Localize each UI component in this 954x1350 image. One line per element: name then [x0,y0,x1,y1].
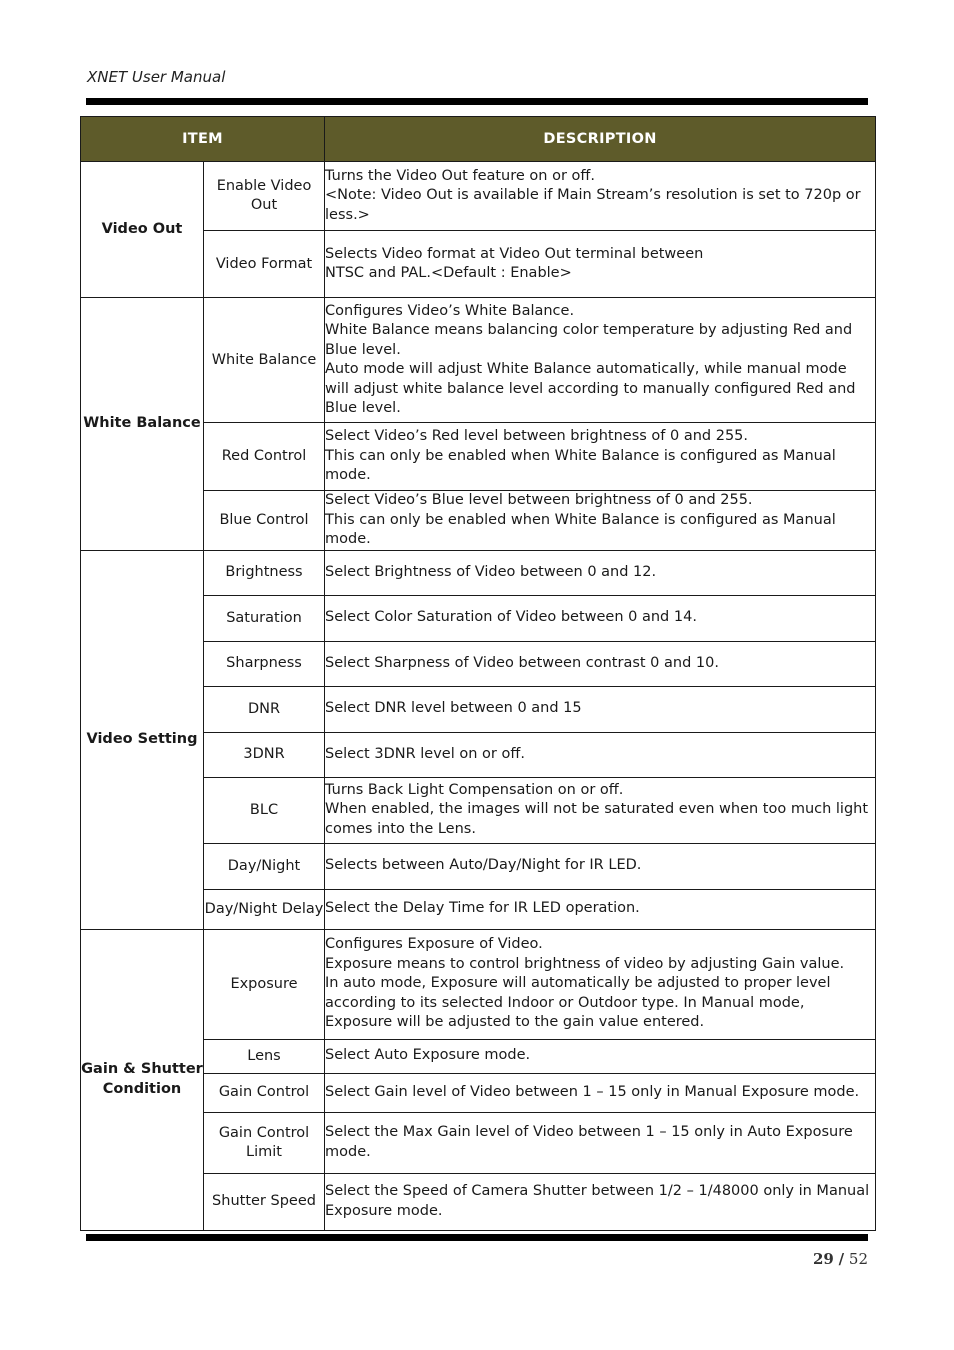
item-label: Enable Video Out [204,162,325,231]
group-label: Video Setting [81,550,204,929]
item-label: Shutter Speed [204,1173,325,1230]
item-label: Exposure [204,929,325,1039]
footer-rule [86,1234,868,1241]
item-description: Configures Video’s White Balance. White Balance means balancing color temperature by adjusting Red and Blue level. Auto mode will adjust White Balance automatically, while manual mode will adjust white balance level according to manually configured Red and Blue level. [325,298,876,423]
column-header-item: ITEM [81,117,325,162]
table-row [81,929,876,1039]
item-label: Blue Control [204,491,325,551]
item-description: Select Gain level of Video between 1 – 15 only in Manual Exposure mode. [325,1073,876,1112]
item-description: Select Video’s Blue level between brightness of 0 and 255. This can only be enabled when White Balance is configured as Manual mode. [325,491,876,551]
item-description: Select DNR level between 0 and 15 [325,686,876,732]
item-description: Select Auto Exposure mode. [325,1039,876,1073]
header-rule [86,98,868,105]
item-description: Select Video’s Red level between brightness of 0 and 255. This can only be enabled when White Balance is configured as Manual mode. [325,423,876,491]
group-label: Video Out [81,162,204,298]
document-header-title: XNET User Manual [87,68,226,86]
column-header-description: DESCRIPTION [325,117,876,162]
item-description: Turns Back Light Compensation on or off. When enabled, the images will not be saturated even when too much light comes into the Lens. [325,777,876,843]
item-description: Selects between Auto/Day/Night for IR LED. [325,843,876,889]
page-current: 29 [812,1250,834,1268]
table-row [81,550,876,595]
item-label: Day/Night [204,843,325,889]
item-description: Selects Video format at Video Out terminal between NTSC and PAL.<Default : Enable> [325,231,876,298]
table-header-row [81,117,876,162]
table-row [81,298,876,423]
item-label: DNR [204,686,325,732]
page-separator: / [838,1250,845,1268]
item-description: Select Brightness of Video between 0 and 12. [325,550,876,595]
item-label: Gain Control Limit [204,1112,325,1173]
item-description: Select the Max Gain level of Video between 1 – 15 only in Auto Exposure mode. [325,1112,876,1173]
item-label: White Balance [204,298,325,423]
item-label: Gain Control [204,1073,325,1112]
item-label: Lens [204,1039,325,1073]
group-label: Gain & Shutter Condition [81,929,204,1230]
page-number [813,1250,868,1268]
item-label: Video Format [204,231,325,298]
item-description: Configures Exposure of Video. Exposure means to control brightness of video by adjusting Gain value. In auto mode, Exposure will automatically be adjusted to proper level according to its selected Indoor or Outdoor type. In Manual mode, Exposure will be adjusted to the gain value entered. [325,929,876,1039]
settings-table [80,116,876,1231]
item-label: Sharpness [204,641,325,686]
item-label: Day/Night Delay [204,889,325,929]
item-description: Select 3DNR level on or off. [325,732,876,777]
item-label: 3DNR [204,732,325,777]
group-label: White Balance [81,298,204,551]
item-label: BLC [204,777,325,843]
item-label: Brightness [204,550,325,595]
table-row [81,162,876,231]
item-description: Select the Delay Time for IR LED operation. [325,889,876,929]
item-label: Red Control [204,423,325,491]
item-description: Select Sharpness of Video between contrast 0 and 10. [325,641,876,686]
item-description: Turns the Video Out feature on or off. <Note: Video Out is available if Main Stream’s resolution is set to 720p or less.> [325,162,876,231]
item-description: Select the Speed of Camera Shutter between 1/2 – 1/48000 only in Manual Exposure mode. [325,1173,876,1230]
page-total: 52 [848,1250,868,1268]
item-description: Select Color Saturation of Video between 0 and 14. [325,595,876,641]
item-label: Saturation [204,595,325,641]
